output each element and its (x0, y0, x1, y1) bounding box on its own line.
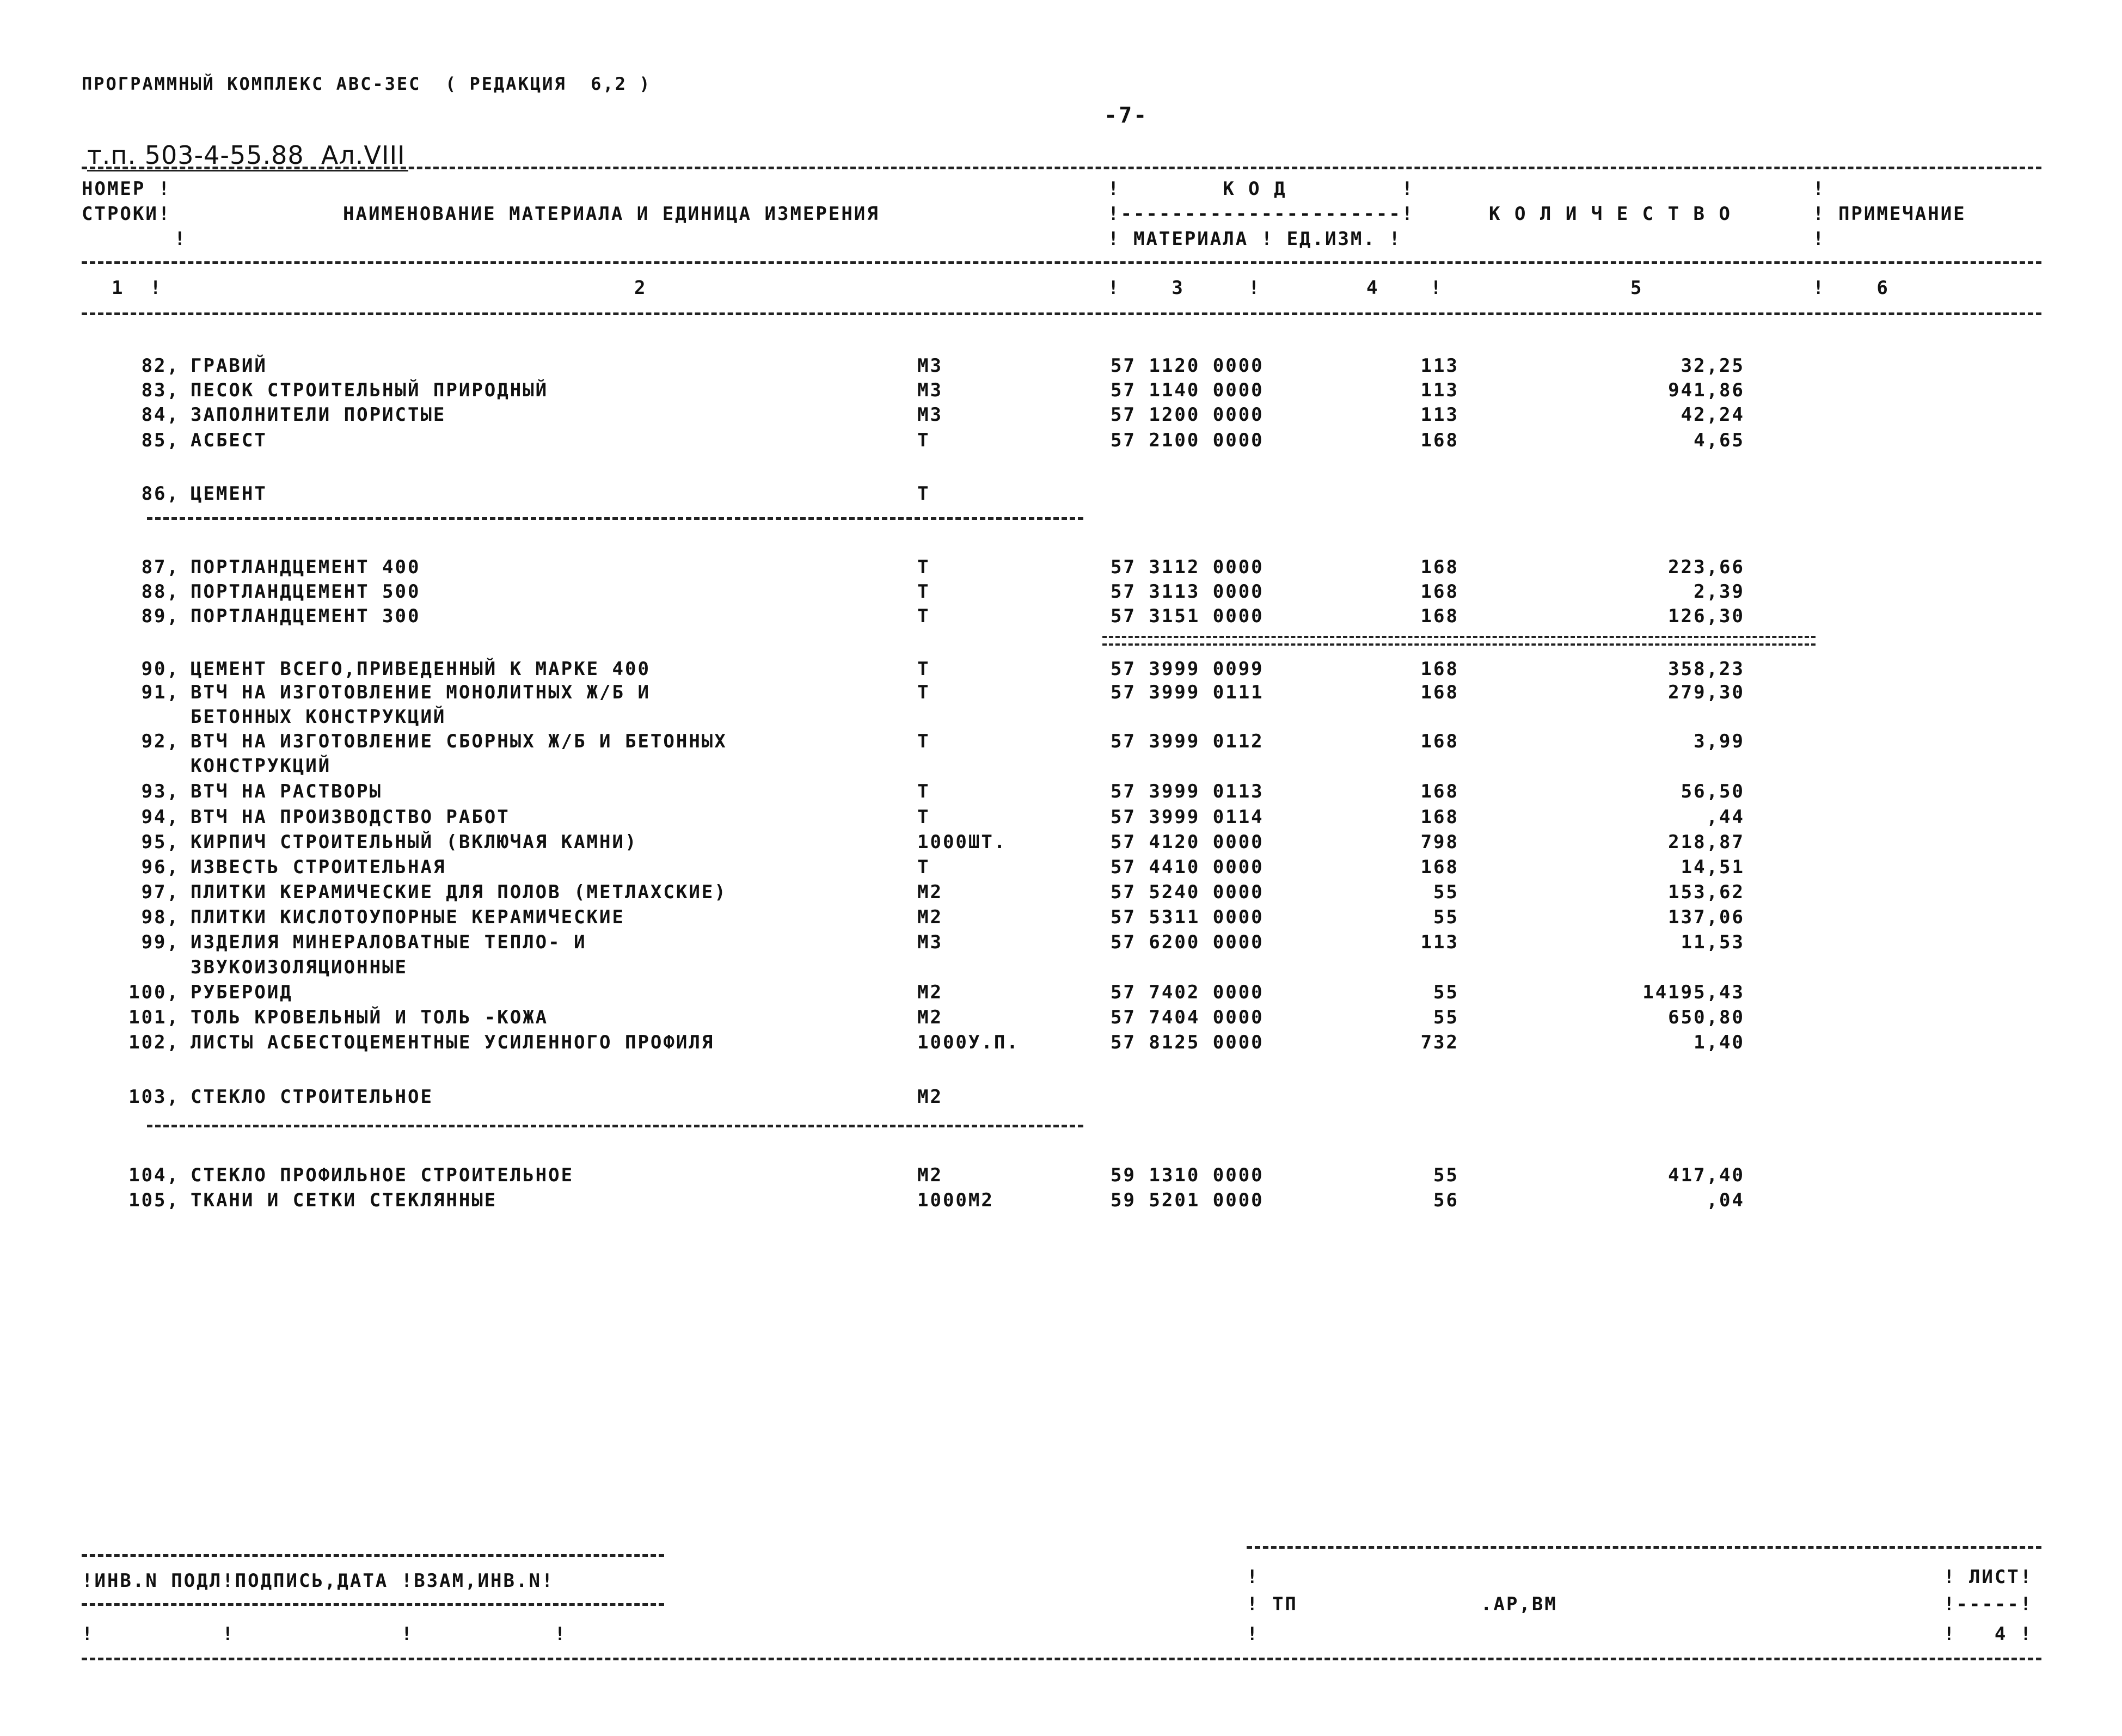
header-note-bar-3: ! (1813, 228, 1826, 250)
material-code: 59 5201 0000 (1111, 1189, 1264, 1211)
unit: Т (917, 731, 930, 752)
header-quantity: К О Л И Ч Е С Т В О (1489, 203, 1732, 225)
sheet-number: ! 4 ! (1943, 1623, 2033, 1645)
unit-code: 55 (1433, 881, 1459, 903)
material-code: 57 4410 0000 (1111, 856, 1264, 878)
unit: Т (917, 658, 930, 680)
row-number: 100, (128, 982, 180, 1003)
header-material-name: НАИМЕНОВАНИЕ МАТЕРИАЛА И ЕДИНИЦА ИЗМЕРЕНИЯ (343, 203, 880, 225)
unit: 1000ШТ. (917, 831, 1007, 853)
unit-code: 168 (1420, 806, 1459, 828)
material-code: 57 5240 0000 (1111, 881, 1264, 903)
stamp-top-rule (82, 1554, 664, 1557)
row-number: 95, (141, 831, 180, 853)
unit: Т (917, 556, 930, 578)
material-name: ТОЛЬ КРОВЕЛЬНЫЙ И ТОЛЬ -КОЖА (191, 1007, 549, 1028)
unit-code: 55 (1433, 1164, 1459, 1186)
unit: Т (917, 856, 930, 878)
material-code: 57 8125 0000 (1111, 1032, 1264, 1053)
material-code: 57 7404 0000 (1111, 1007, 1264, 1028)
material-name: ЗАПОЛНИТЕЛИ ПОРИСТЫЕ (191, 404, 446, 426)
unit: МЗ (917, 379, 943, 401)
material-name: ТКАНИ И СЕТКИ СТЕКЛЯННЫЕ (191, 1189, 498, 1211)
unit-code: 113 (1420, 355, 1459, 377)
row-number: 103, (128, 1086, 180, 1108)
material-code: 57 1120 0000 (1111, 355, 1264, 377)
material-code: 57 3999 0112 (1111, 731, 1264, 752)
unit: МЗ (917, 355, 943, 377)
quantity: ,44 (1706, 806, 1745, 828)
quantity: 126,30 (1668, 605, 1745, 627)
material-name: ПЕСОК СТРОИТЕЛЬНЫЙ ПРИРОДНЫЙ (191, 379, 549, 401)
sheet-label: ! ЛИСТ! (1943, 1566, 2033, 1588)
row-number: 83, (141, 379, 180, 401)
colnum-5: 5 (1630, 277, 1643, 299)
row-number: 93, (141, 781, 180, 802)
unit: МЗ (917, 404, 943, 426)
unit-code: 168 (1420, 430, 1459, 451)
unit: 1000М2 (917, 1189, 994, 1211)
unit-code: 55 (1433, 1007, 1459, 1028)
quantity: 56,50 (1681, 781, 1745, 802)
material-code: 57 2100 0000 (1111, 430, 1264, 451)
row-number: 97, (141, 881, 180, 903)
material-name: ИЗДЕЛИЯ МИНЕРАЛОВАТНЫЕ ТЕПЛО- И (191, 931, 587, 953)
unit-code: 168 (1420, 731, 1459, 752)
material-code: 57 1200 0000 (1111, 404, 1264, 426)
unit-code: 56 (1433, 1189, 1459, 1211)
row-number: 96, (141, 856, 180, 878)
unit: М2 (917, 906, 943, 928)
colnum-2: 2 (634, 277, 647, 299)
quantity: 153,62 (1668, 881, 1745, 903)
material-name: ПОРТЛАНДЦЕМЕНТ 300 (191, 605, 421, 627)
row-number: 94, (141, 806, 180, 828)
handwritten-underline (87, 170, 408, 171)
glass-group-rule (147, 1125, 1083, 1127)
material-code: 59 1310 0000 (1111, 1164, 1264, 1186)
titleblock-tp: ! ТП (1247, 1593, 1298, 1615)
row-number: 104, (128, 1164, 180, 1186)
quantity: 2,39 (1694, 581, 1745, 603)
header-mid-rule (82, 261, 2041, 264)
titleblock-bar-1: ! (1247, 1566, 1260, 1588)
unit-code: 168 (1420, 781, 1459, 802)
unit: Т (917, 581, 930, 603)
unit: Т (917, 806, 930, 828)
material-name: СТЕКЛО ПРОФИЛЬНОЕ СТРОИТЕЛЬНОЕ (191, 1164, 574, 1186)
sheet-divider: !-----! (1943, 1593, 2033, 1615)
row-number: 105, (128, 1189, 180, 1211)
quantity: 11,53 (1681, 931, 1745, 953)
unit-code: 168 (1420, 605, 1459, 627)
row-number: 92, (141, 731, 180, 752)
material-name: СТЕКЛО СТРОИТЕЛЬНОЕ (191, 1086, 433, 1108)
colnum-1: 1 ! (112, 277, 163, 299)
material-code: 57 4120 0000 (1111, 831, 1264, 853)
row-number: 88, (141, 581, 180, 603)
material-code: 57 3151 0000 (1111, 605, 1264, 627)
quantity: 1,40 (1694, 1032, 1745, 1053)
material-code: 57 3113 0000 (1111, 581, 1264, 603)
unit: М2 (917, 1164, 943, 1186)
header-code-mid: !----------------------! (1108, 203, 1415, 225)
quantity: 218,87 (1668, 831, 1745, 853)
material-name: РУБЕРОИД (191, 982, 293, 1003)
header-bottom-rule (82, 312, 2041, 315)
material-name: ПОРТЛАНДЦЕМЕНТ 400 (191, 556, 421, 578)
material-name: ВТЧ НА ИЗГОТОВЛЕНИЕ МОНОЛИТНЫХ Ж/Б И (191, 682, 651, 703)
unit: М2 (917, 1086, 943, 1108)
material-code: 57 3999 0111 (1111, 682, 1264, 703)
material-code: 57 3999 0099 (1111, 658, 1264, 680)
quantity: 417,40 (1668, 1164, 1745, 1186)
unit: Т (917, 483, 930, 505)
material-name: ВТЧ НА РАСТВОРЫ (191, 781, 383, 802)
material-code: 57 3999 0114 (1111, 806, 1264, 828)
quantity: 42,24 (1681, 404, 1745, 426)
material-code: 57 6200 0000 (1111, 931, 1264, 953)
row-number: 86, (141, 483, 180, 505)
quantity: 3,99 (1694, 731, 1745, 752)
page-number: -7- (1104, 103, 1149, 128)
unit-code: 168 (1420, 856, 1459, 878)
unit: МЗ (917, 931, 943, 953)
material-name: ПЛИТКИ КЕРАМИЧЕСКИЕ ДЛЯ ПОЛОВ (МЕТЛАХСКИЕ) (191, 881, 727, 903)
material-name: КОНСТРУКЦИЙ (191, 755, 332, 777)
quantity: 941,86 (1668, 379, 1745, 401)
material-name: ГРАВИЙ (191, 355, 267, 377)
quantity: 358,23 (1668, 658, 1745, 680)
unit-code: 798 (1420, 831, 1459, 853)
unit-code: 113 (1420, 931, 1459, 953)
unit: Т (917, 682, 930, 703)
unit: М2 (917, 1007, 943, 1028)
row-number: 90, (141, 658, 180, 680)
quantity: 14,51 (1681, 856, 1745, 878)
row-number: 102, (128, 1032, 180, 1053)
row-number: 91, (141, 682, 180, 703)
stamp-mid-rule (82, 1603, 664, 1606)
handwritten-reference: т.п. 503-4-55.88 Ал.VIII (87, 140, 406, 170)
unit-code: 168 (1420, 658, 1459, 680)
row-number: 84, (141, 404, 180, 426)
unit-code: 732 (1420, 1032, 1459, 1053)
material-name: ПЛИТКИ КИСЛОТОУПОРНЫЕ КЕРАМИЧЕСКИЕ (191, 906, 625, 928)
unit-code: 168 (1420, 682, 1459, 703)
unit-code: 168 (1420, 581, 1459, 603)
unit: Т (917, 605, 930, 627)
stamp-labels: !ИНВ.N ПОДЛ!ПОДПИСЬ,ДАТА !ВЗАМ,ИНВ.N! (82, 1570, 555, 1592)
header-note: ! ПРИМЕЧАНИЕ (1813, 203, 1966, 225)
quantity: 650,80 (1668, 1007, 1745, 1028)
material-code: 57 1140 0000 (1111, 379, 1264, 401)
colnum-4: 4 ! (1366, 277, 1443, 299)
unit-code: 168 (1420, 556, 1459, 578)
titleblock-bar-3: ! (1247, 1623, 1260, 1645)
unit: Т (917, 430, 930, 451)
program-banner: ПРОГРАММНЫЙ КОМПЛЕКС АВС-ЗЕС ( РЕДАКЦИЯ 6,2 ) (82, 73, 652, 94)
row-number: 98, (141, 906, 180, 928)
colnum-3: ! 3 ! (1108, 277, 1261, 299)
row-number: 87, (141, 556, 180, 578)
unit: 1000У.П. (917, 1032, 1020, 1053)
titleblock-top-rule (1247, 1546, 2041, 1549)
row-number: 82, (141, 355, 180, 377)
header-rowno-2: СТРОКИ! (82, 203, 171, 225)
unit: Т (917, 781, 930, 802)
colnum-6: ! 6 (1813, 277, 1890, 299)
quantity: 32,25 (1681, 355, 1745, 377)
material-code: 57 3112 0000 (1111, 556, 1264, 578)
header-rowno-1: НОМЕР ! (82, 178, 171, 200)
cement-total-rule (1102, 636, 1816, 646)
material-name: ЦЕМЕНТ ВСЕГО,ПРИВЕДЕННЫЙ К МАРКЕ 400 (191, 658, 651, 680)
row-number: 99, (141, 931, 180, 953)
unit-code: 55 (1433, 906, 1459, 928)
material-name: ЗВУКОИЗОЛЯЦИОННЫЕ (191, 956, 408, 978)
material-code: 57 3999 0113 (1111, 781, 1264, 802)
material-code: 57 5311 0000 (1111, 906, 1264, 928)
quantity: 137,06 (1668, 906, 1745, 928)
page-bottom-rule (82, 1658, 2041, 1660)
header-note-bar-1: ! (1813, 178, 1826, 200)
quantity: ,04 (1706, 1189, 1745, 1211)
unit-code: 113 (1420, 379, 1459, 401)
quantity: 223,66 (1668, 556, 1745, 578)
header-rowno-3: ! (174, 228, 187, 250)
material-name: АСБЕСТ (191, 430, 267, 451)
unit: М2 (917, 982, 943, 1003)
cement-group-rule (147, 517, 1083, 520)
quantity: 4,65 (1694, 430, 1745, 451)
material-name: ЦЕМЕНТ (191, 483, 267, 505)
material-name: ПОРТЛАНДЦЕМЕНТ 500 (191, 581, 421, 603)
material-name: КИРПИЧ СТРОИТЕЛЬНЫЙ (ВКЛЮЧАЯ КАМНИ) (191, 831, 638, 853)
material-name: ИЗВЕСТЬ СТРОИТЕЛЬНАЯ (191, 856, 446, 878)
quantity: 14195,43 (1642, 982, 1745, 1003)
row-number: 101, (128, 1007, 180, 1028)
material-name: ВТЧ НА ПРОИЗВОДСТВО РАБОТ (191, 806, 510, 828)
material-name: ЛИСТЫ АСБЕСТОЦЕМЕНТНЫЕ УСИЛЕННОГО ПРОФИЛЯ (191, 1032, 715, 1053)
row-number: 85, (141, 430, 180, 451)
titleblock-ar: .АР,ВМ (1481, 1593, 1557, 1615)
unit-code: 113 (1420, 404, 1459, 426)
unit: М2 (917, 881, 943, 903)
stamp-cells: ! ! ! ! (82, 1623, 567, 1645)
header-code-top: ! К О Д ! (1108, 178, 1415, 200)
header-top-rule (82, 167, 2041, 169)
row-number: 89, (141, 605, 180, 627)
unit-code: 55 (1433, 982, 1459, 1003)
header-code-bottom: ! МАТЕРИАЛА ! ЕД.ИЗМ. ! (1108, 228, 1402, 250)
quantity: 279,30 (1668, 682, 1745, 703)
material-name: БЕТОННЫХ КОНСТРУКЦИЙ (191, 706, 446, 728)
material-code: 57 7402 0000 (1111, 982, 1264, 1003)
material-name: ВТЧ НА ИЗГОТОВЛЕНИЕ СБОРНЫХ Ж/Б И БЕТОННЫХ (191, 731, 727, 752)
